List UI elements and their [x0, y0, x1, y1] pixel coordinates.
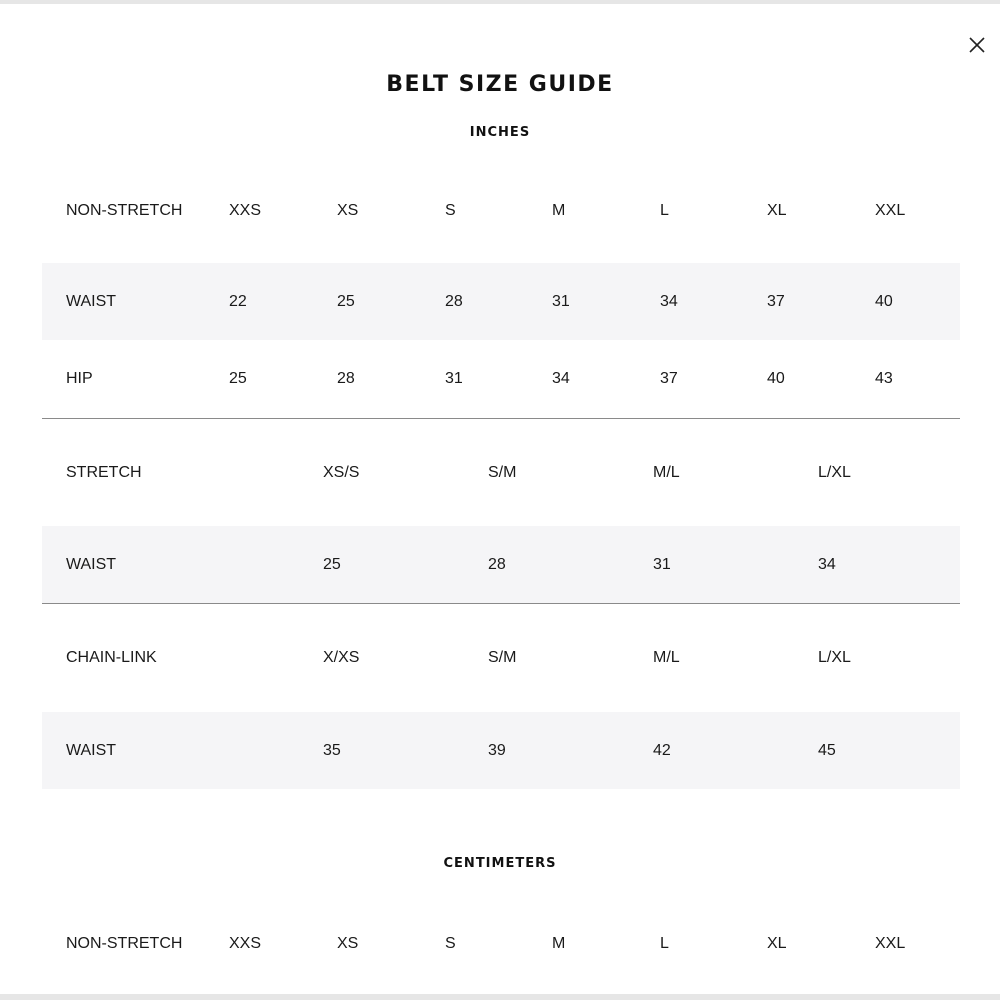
section-divider — [42, 603, 960, 604]
size-cell: XXS — [229, 202, 262, 219]
modal-title: BELT SIZE GUIDE — [386, 72, 614, 97]
value-cell: 31 — [552, 293, 570, 310]
value-cell: 35 — [323, 742, 341, 759]
size-cell: XXL — [875, 202, 906, 219]
size-cell: L/XL — [818, 649, 851, 666]
value-cell: 34 — [660, 293, 678, 310]
value-cell: 31 — [653, 556, 671, 573]
size-cell: M/L — [653, 464, 680, 481]
size-cell: L — [660, 202, 669, 219]
table-row-non-stretch-header — [42, 905, 960, 982]
size-cell: L — [660, 935, 669, 952]
value-cell: 25 — [229, 370, 247, 387]
table-row-waist — [42, 526, 960, 603]
size-cell: XS — [337, 202, 359, 219]
value-cell: 40 — [767, 370, 785, 387]
size-cell: XS — [337, 935, 359, 952]
size-cell: M/L — [653, 649, 680, 666]
size-cell: XL — [767, 202, 787, 219]
centimeters-heading: CENTIMETERS — [443, 856, 557, 871]
size-cell: XXL — [875, 935, 906, 952]
size-cell: XS/S — [323, 464, 360, 481]
row-label: STRETCH — [66, 464, 142, 481]
size-cell: S — [445, 935, 456, 952]
table-row-non-stretch-header — [42, 172, 960, 249]
row-label: WAIST — [66, 742, 117, 759]
size-cell: X/XS — [323, 649, 360, 666]
size-guide-modal — [0, 4, 1000, 994]
value-cell: 31 — [445, 370, 463, 387]
size-cell: XL — [767, 935, 787, 952]
value-cell: 37 — [767, 293, 785, 310]
table-row-waist — [42, 712, 960, 789]
value-cell: 39 — [488, 742, 506, 759]
close-button[interactable] — [962, 30, 992, 60]
row-label: NON-STRETCH — [66, 935, 183, 952]
close-icon — [962, 30, 992, 60]
size-cell: M — [552, 202, 566, 219]
value-cell: 28 — [445, 293, 463, 310]
size-cell: XXS — [229, 935, 262, 952]
value-cell: 42 — [653, 742, 671, 759]
value-cell: 37 — [660, 370, 678, 387]
table-row-chain-link-header — [42, 619, 960, 696]
value-cell: 43 — [875, 370, 893, 387]
value-cell: 28 — [337, 370, 355, 387]
value-cell: 45 — [818, 742, 836, 759]
value-cell: 22 — [229, 293, 247, 310]
section-divider — [42, 418, 960, 419]
row-label: NON-STRETCH — [66, 202, 183, 219]
row-label: CHAIN-LINK — [66, 649, 157, 666]
table-row-waist — [42, 263, 960, 340]
size-cell: S/M — [488, 649, 517, 666]
size-cell: M — [552, 935, 566, 952]
value-cell: 40 — [875, 293, 893, 310]
row-label: WAIST — [66, 293, 117, 310]
size-cell: L/XL — [818, 464, 851, 481]
size-cell: S — [445, 202, 456, 219]
value-cell: 34 — [818, 556, 836, 573]
value-cell: 28 — [488, 556, 506, 573]
table-row-hip — [42, 340, 960, 417]
inches-heading: INCHES — [469, 125, 531, 140]
table-row-stretch-header — [42, 434, 960, 511]
value-cell: 25 — [337, 293, 355, 310]
size-cell: S/M — [488, 464, 517, 481]
row-label: HIP — [66, 370, 93, 387]
value-cell: 25 — [323, 556, 341, 573]
value-cell: 34 — [552, 370, 570, 387]
row-label: WAIST — [66, 556, 117, 573]
